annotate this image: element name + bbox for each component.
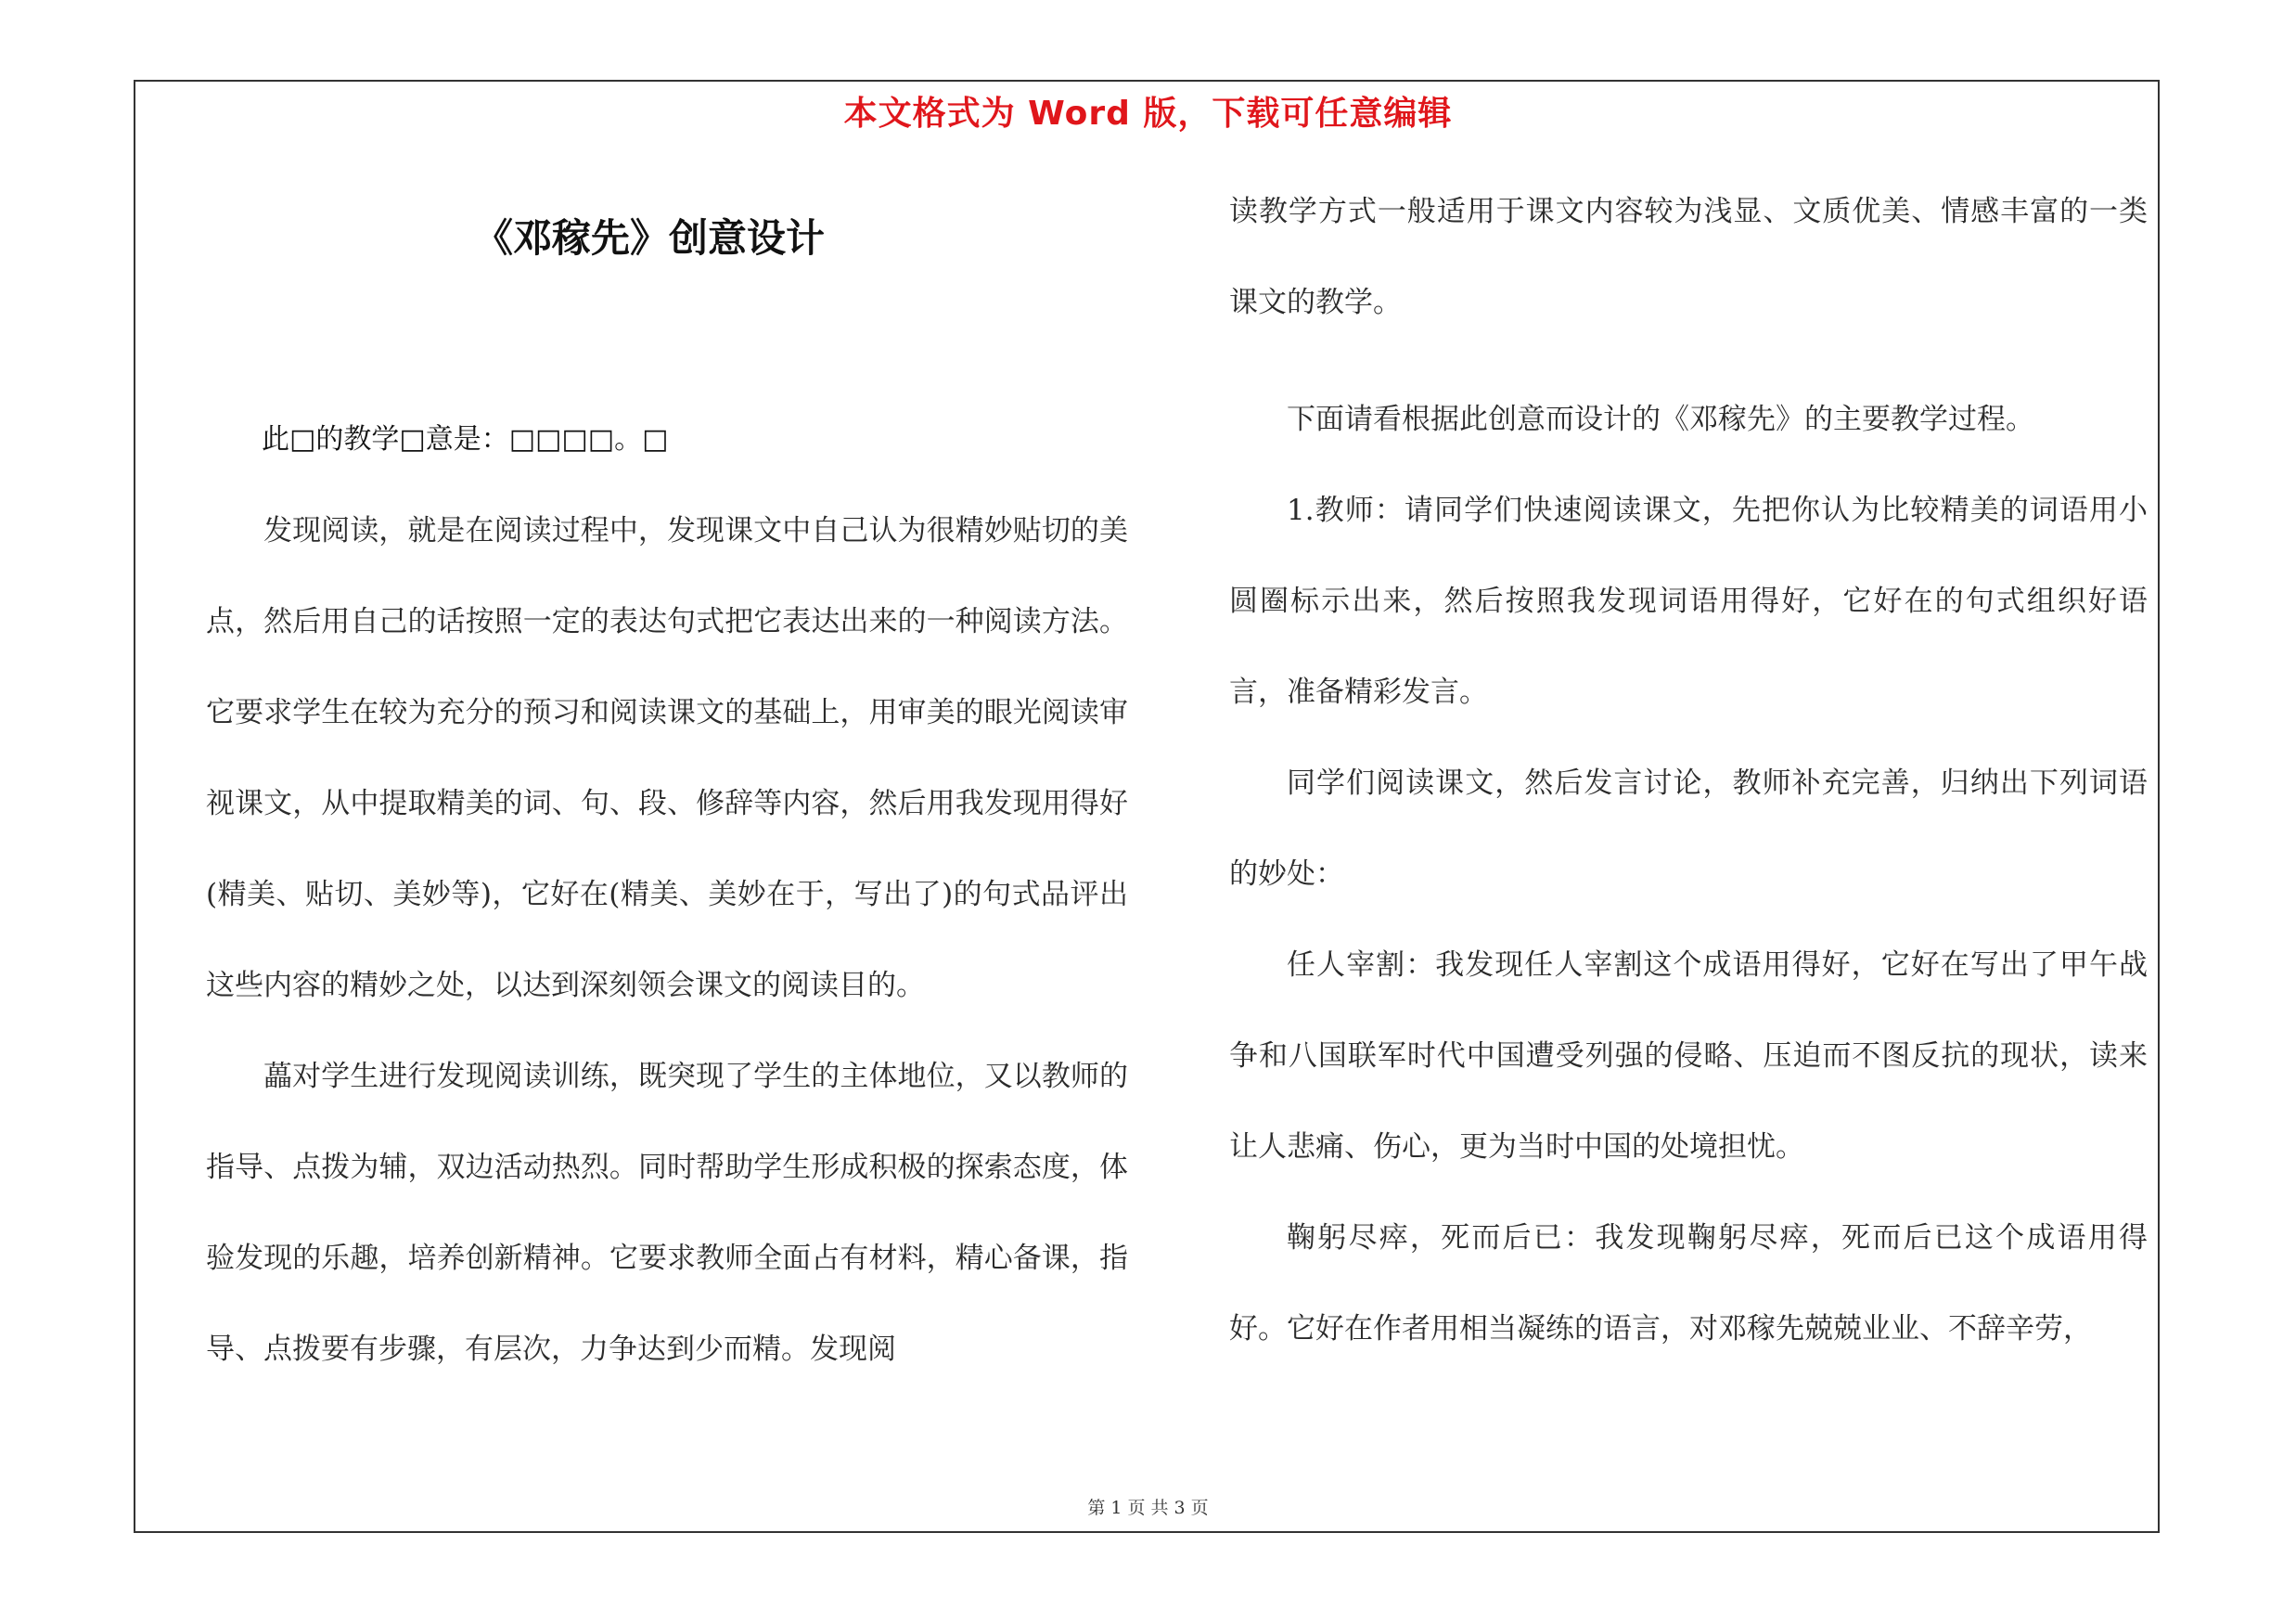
intro-line: 此□的教学□意是：□□□□。□ <box>262 423 669 456</box>
left-column <box>206 394 1128 1395</box>
paragraph: 任人宰割：我发现任人宰割这个成语用得好，它好在写出了甲午战争和八国联军时代中国遭受列强的侵略、压迫而不图反抗的现状，读来让人悲痛、伤心，更为当时中国的处境担忧。 <box>1229 948 2148 1164</box>
paragraph: 下面请看根据此创意而设计的《邓稼先》的主要教学过程。 <box>1287 403 2034 436</box>
paragraph: 发现阅读，就是在阅读过程中，发现课文中自己认为很精妙贴切的美点，然后用自己的话按照一定的表达句式把它表达出来的一种阅读方法。它要求学生在较为充分的预习和阅读课文的基础上，用审美的眼光阅读审视课文，从中提取精美的词、句、段、修辞等内容，然后用我发现用得好(精美、贴切、美妙等)，它好在(精美、美妙在于，写出了)的句式品评出这些内容的精妙之处，以达到深刻领会课文的阅读目的。 <box>206 514 1128 1002</box>
format-notice-banner: 本文格式为 Word 版，下载可任意编辑 <box>843 95 1453 133</box>
paragraph: 同学们阅读课文，然后发言讨论，教师补充完善，归纳出下列词语的妙处： <box>1229 766 2148 891</box>
paragraph-continued: 读教学方式一般适用于课文内容较为浅显、文质优美、情感丰富的一类课文的教学。 <box>1229 195 2148 319</box>
paragraph: 1.教师：请同学们快速阅读课文，先把你认为比较精美的词语用小圆圈标示出来，然后按照我发现词语用得好，它好在的句式组织好语言，准备精彩发言。 <box>1229 494 2148 709</box>
spacer <box>1229 348 2148 374</box>
page-number-footer: 第 1 页 共 3 页 <box>1087 1498 1209 1518</box>
right-column <box>1229 166 2148 1374</box>
paragraph: 藟对学生进行发现阅读训练，既突现了学生的主体地位，又以教师的指导、点拨为辅，双边活动热烈。同时帮助学生形成积极的探索态度，体验发现的乐趣，培养创新精神。它要求教师全面占有材料，精心备课，指导、点拨要有步骤，有层次，力争达到少而精。发现阅 <box>206 1060 1128 1366</box>
paragraph: 鞠躬尽瘁，死而后已：我发现鞠躬尽瘁，死而后已这个成语用得好。它好在作者用相当凝练的语言，对邓稼先兢兢业业、不辞辛劳， <box>1229 1221 2148 1346</box>
document-title: 《邓稼先》创意设计 <box>473 215 825 261</box>
